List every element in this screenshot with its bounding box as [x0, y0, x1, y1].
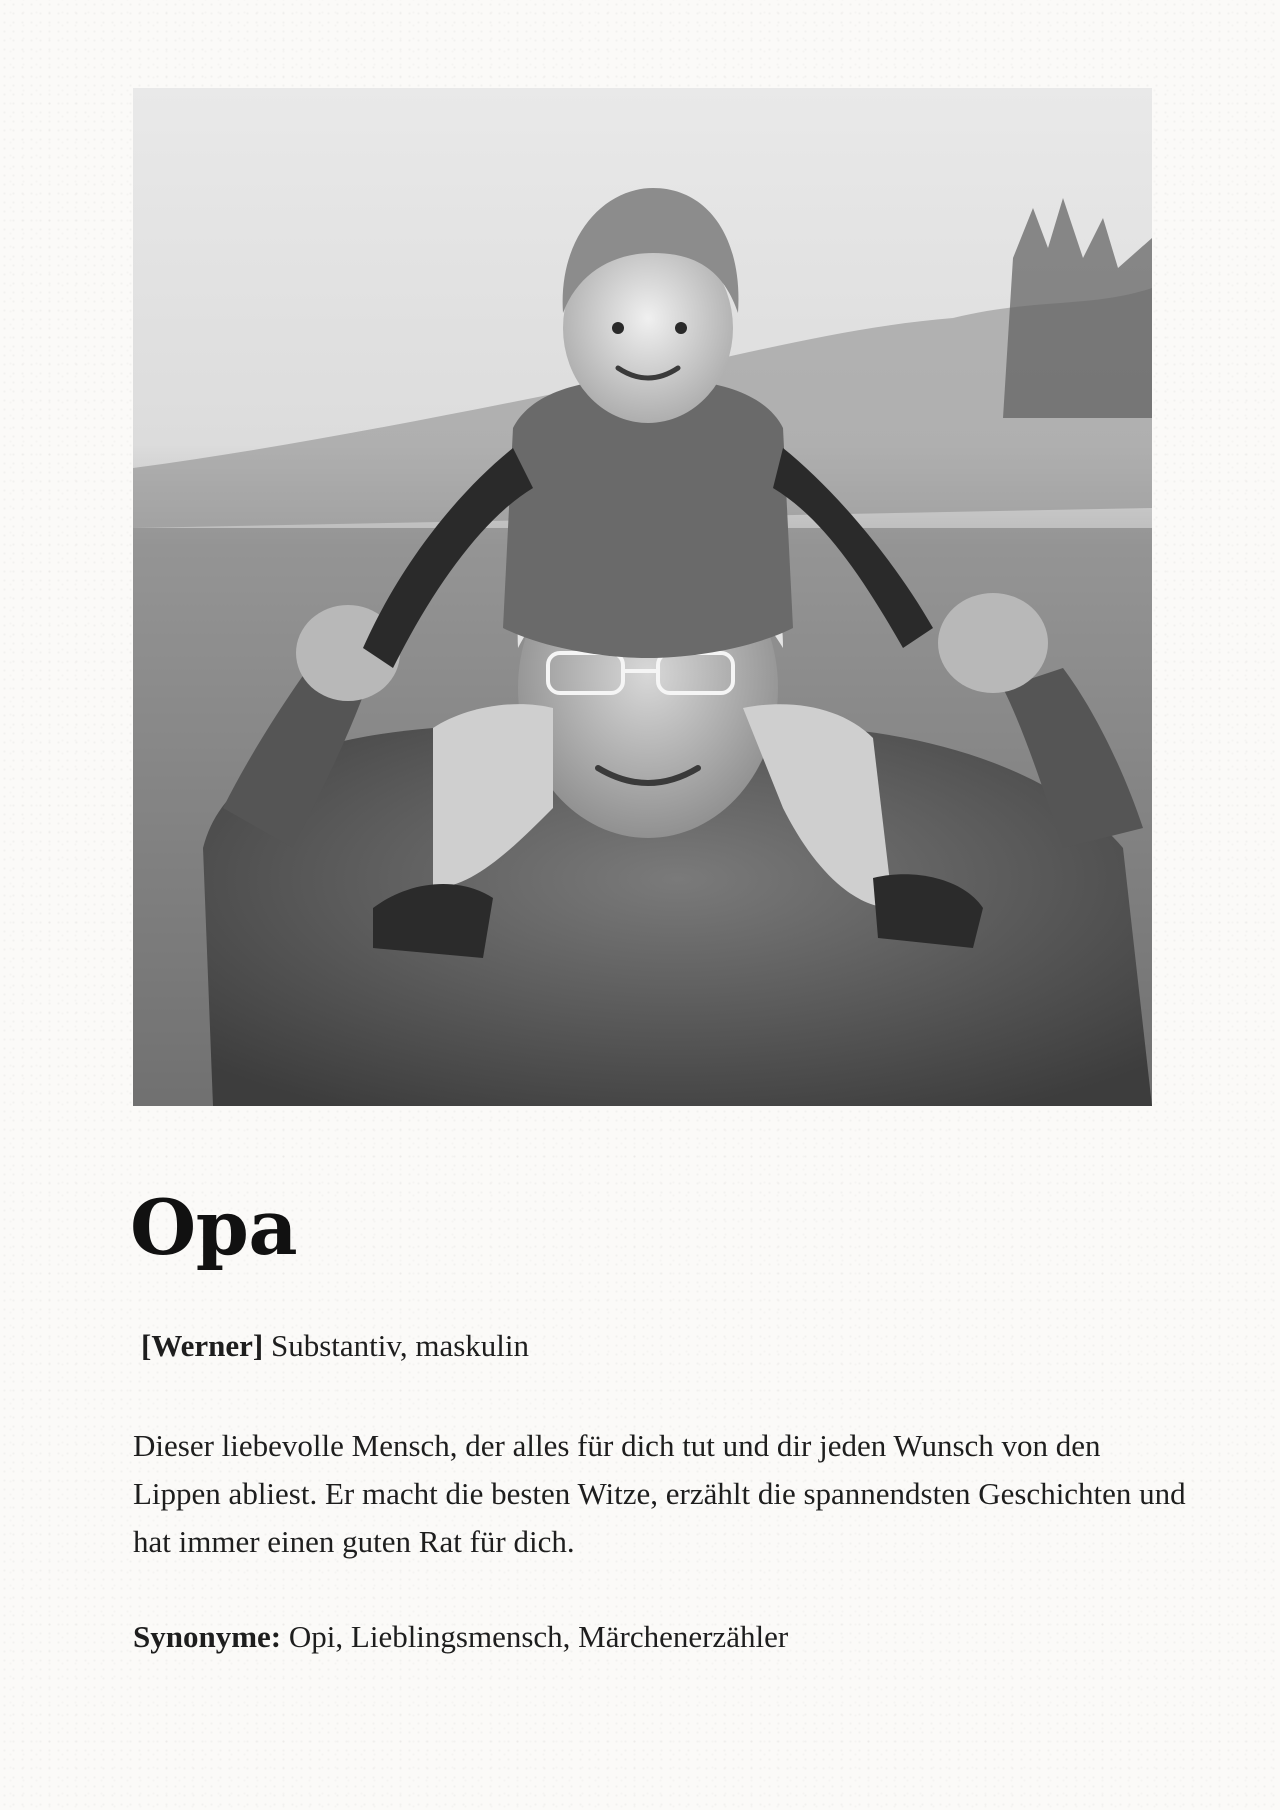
definition-text: Dieser liebevolle Mensch, der alles für dich tut und dir jeden Wunsch von den Lippen abliest. Er macht die besten Witze, erzählt die spannendsten Geschichten und hat immer einen guten Rat für dich.: [133, 1428, 1186, 1559]
name-bracketed: [Werner]: [141, 1328, 264, 1363]
synonyms-line: [133, 1617, 788, 1657]
grammar-line: [141, 1326, 529, 1366]
headword: Opa: [130, 1183, 298, 1272]
synonyms-list: Opi, Lieblingsmensch, Märchenerzähler: [288, 1619, 789, 1654]
synonyms-label: Synonyme:: [133, 1619, 282, 1654]
photo-grandfather-child: [133, 88, 1152, 1106]
grammar-info: Substantiv, maskulin: [270, 1328, 530, 1363]
